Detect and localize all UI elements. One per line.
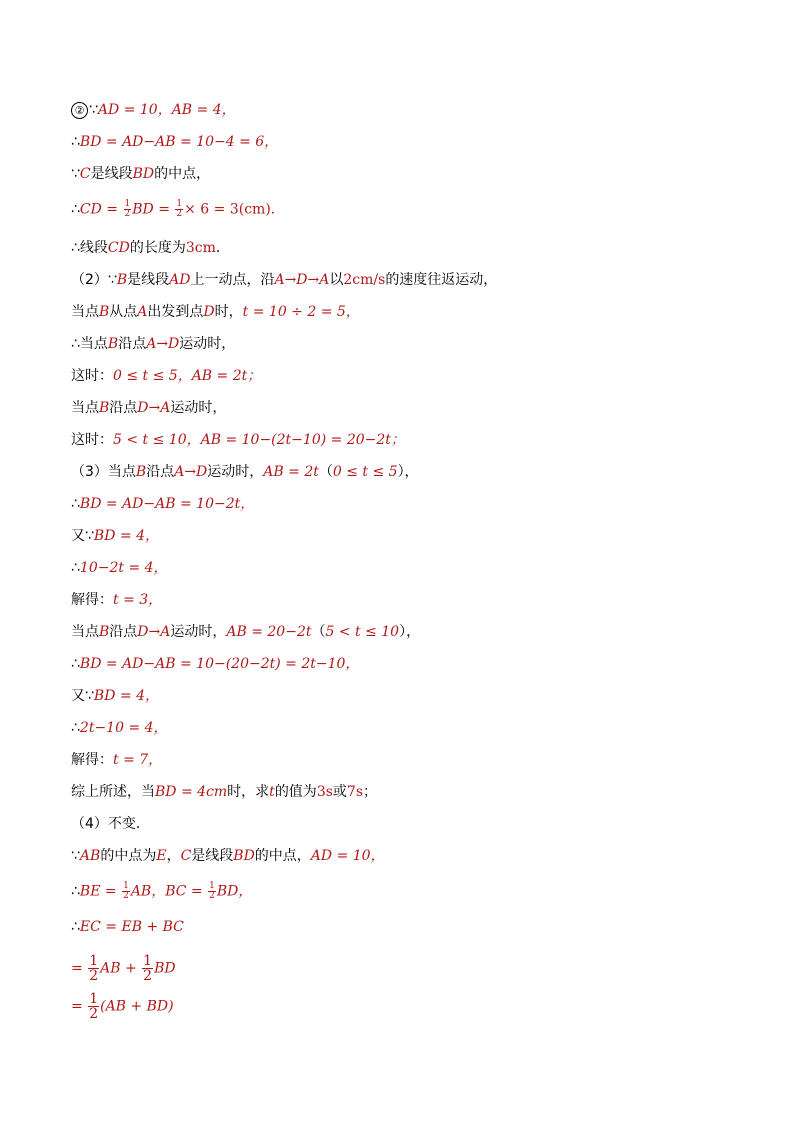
math-expression: 10−2t = 4， [79,560,168,576]
math-var: B [99,304,110,320]
text-line [71,165,210,183]
text: 时，求 [227,784,270,800]
math-var: B [135,464,147,480]
text: 的中点， [154,166,211,182]
math-expression: AB = 2t [263,464,319,480]
text-line [71,954,176,983]
math-symbol: = [71,998,83,1015]
text: 这时： [71,368,113,384]
math-expression: BD = AD−AB = 10−(20−2t) = 2t−10， [79,656,360,672]
text-line [71,303,360,321]
math-symbol: ∴ [71,134,80,150]
text: 解得： [71,752,113,768]
math-expression: 2t−10 = 4， [79,720,168,736]
fraction [208,882,216,901]
math-expression: BD = AD−AB = 10−4 = 6， [79,134,279,150]
text: 当点 [71,400,99,416]
text: 运动时， [179,336,236,352]
fraction [175,200,183,219]
math-var: BD [233,848,255,864]
text-line [71,687,159,705]
text: ∴线段 [71,240,108,256]
denominator: 2 [123,891,129,901]
text-line [71,239,230,257]
text-line [71,133,278,151]
text-line [71,399,226,417]
text-line [71,463,419,481]
math-expression: AD = 10， [310,848,385,864]
numerator: 1 [143,953,153,969]
text: 的值为 [274,784,317,800]
text: 又∵ [71,688,94,704]
text: 的中点， [254,848,311,864]
text: ）， [397,464,419,480]
text-line [71,719,168,737]
text: 的长度为 [129,240,186,256]
text: 这时： [71,432,113,448]
text: ； [363,784,377,800]
math-expression: EC = EB + BC [79,919,184,935]
text: ． [215,240,230,256]
denominator: 2 [89,968,99,984]
fraction [142,954,153,983]
text: 或 [332,784,347,800]
fraction [88,992,99,1021]
text: 是线段 [127,272,170,288]
math-expression: 0 ≤ t ≤ 5 [332,464,398,480]
text: 综上所述，当 [71,784,155,800]
numerator: 1 [89,953,99,969]
math-value: 2cm/s [343,272,386,288]
math-symbol: ∵ [71,848,80,864]
math-var: CD [107,240,130,256]
math-expression: BD = 4， [93,688,159,704]
denominator: 2 [176,209,183,219]
fraction [122,882,130,901]
math-expression: BD， [216,883,253,900]
math-value: 3cm [185,240,216,256]
text: 以 [329,272,344,288]
math-symbol: ∴ [71,496,80,512]
math-expression: BD = [132,201,170,218]
math-expression: BE = [79,883,117,900]
text: 沿点 [118,336,147,352]
denominator: 2 [89,1006,99,1022]
math-expression: (AB + BD) [100,998,174,1015]
math-expression: t = 10 ÷ 2 = 5， [242,304,360,320]
text-line [71,431,405,449]
math-var: C [79,166,91,182]
math-expression: t = 3， [113,592,163,608]
text: 沿点 [146,464,175,480]
math-expression: AB + [100,960,137,977]
text-line [71,335,235,353]
math-symbol: ∴ [71,656,80,672]
math-symbol: ∵ [89,102,98,118]
math-expression: 5 < t ≤ 10 [325,624,400,640]
text-line [71,882,252,901]
text: 是线段 [191,848,234,864]
math-var: E [156,848,167,864]
text: ）， [399,624,421,640]
fraction [88,954,99,983]
text: 时， [214,304,243,320]
text: ， [166,848,181,864]
text: 沿点 [109,400,138,416]
text-line [71,783,377,801]
math-expression: A→D→A [274,272,330,288]
text: 运动时， [170,400,227,416]
math-var: AD [169,272,191,288]
text: ∴当点 [71,336,108,352]
math-expression: × 6 = 3(cm)． [184,201,285,218]
text-line [71,847,385,865]
text-line [71,200,285,219]
math-var: B [107,336,119,352]
text: 运动时， [170,624,227,640]
math-var: t [269,784,275,800]
text: （2）∵ [71,272,117,288]
math-var: A [137,304,148,320]
text-line [71,751,162,769]
math-expression: t = 7， [113,752,163,768]
math-symbol: ∴ [71,919,80,935]
text: （ [311,624,326,640]
text: 当点 [71,624,99,640]
text-line [71,992,174,1021]
math-value: 7s [346,784,363,800]
text: 的速度往返运动， [385,272,498,288]
text: 出发到点 [147,304,204,320]
math-expression: BD [154,960,176,977]
text: 的中点为 [100,848,157,864]
text-line [71,527,159,545]
math-expression: CD = [79,201,119,218]
math-expression: D→A [137,624,171,640]
math-symbol: = [71,960,83,977]
circled-number: ② [71,102,88,119]
math-symbol: ∴ [71,560,80,576]
math-symbol: ∵ [71,166,80,182]
math-var: B [99,400,110,416]
text: 又∵ [71,528,94,544]
math-expression: 0 ≤ t ≤ 5，AB = 2t； [113,368,262,384]
math-expression: AD = 10，AB = 4， [97,102,236,118]
text: （3）当点 [71,464,136,480]
denominator: 2 [209,891,215,901]
numerator: 1 [124,199,131,209]
math-expression: 5 < t ≤ 10，AB = 10−(2t−10) = 20−2t； [113,432,405,448]
denominator: 2 [143,968,153,984]
math-var: D [203,304,215,320]
math-var: B [99,624,110,640]
math-expression: BD = 4cm [155,784,228,800]
numerator: 1 [176,199,183,209]
math-expression: A→D [146,336,180,352]
text-line [71,559,168,577]
math-expression: A→D [174,464,208,480]
text: 解得： [71,592,113,608]
math-symbol: ∴ [71,883,80,900]
numerator: 1 [209,881,215,891]
numerator: 1 [89,991,99,1007]
math-expression: BD = AD−AB = 10−2t， [79,496,255,512]
text-line [71,815,150,833]
math-var: BD [132,166,155,182]
math-var: B [116,272,128,288]
text: 从点 [109,304,138,320]
denominator: 2 [124,209,131,219]
text-line [71,655,359,673]
text: 是线段 [90,166,133,182]
text-line [71,918,184,936]
math-var: AB [79,848,101,864]
text-line [71,623,420,641]
text: 当点 [71,304,99,320]
math-symbol: ∴ [71,720,80,736]
math-var: C [180,848,192,864]
numerator: 1 [123,881,129,891]
text: 运动时， [207,464,264,480]
text: 沿点 [109,624,138,640]
math-expression: D→A [137,400,171,416]
fraction [124,200,132,219]
math-value: 3s [316,784,333,800]
text: （ [318,464,333,480]
text-line [71,591,162,609]
math-expression: BD = 4， [93,528,159,544]
math-expression: AB，BC = [130,883,203,900]
text-line [71,495,254,513]
math-expression: AB = 20−2t [226,624,312,640]
text-line [71,367,261,385]
text-line [71,101,236,119]
math-symbol: ∴ [71,201,80,218]
text: 上一动点，沿 [190,272,275,288]
text: （4）不变． [71,816,150,832]
text-line [71,271,497,289]
